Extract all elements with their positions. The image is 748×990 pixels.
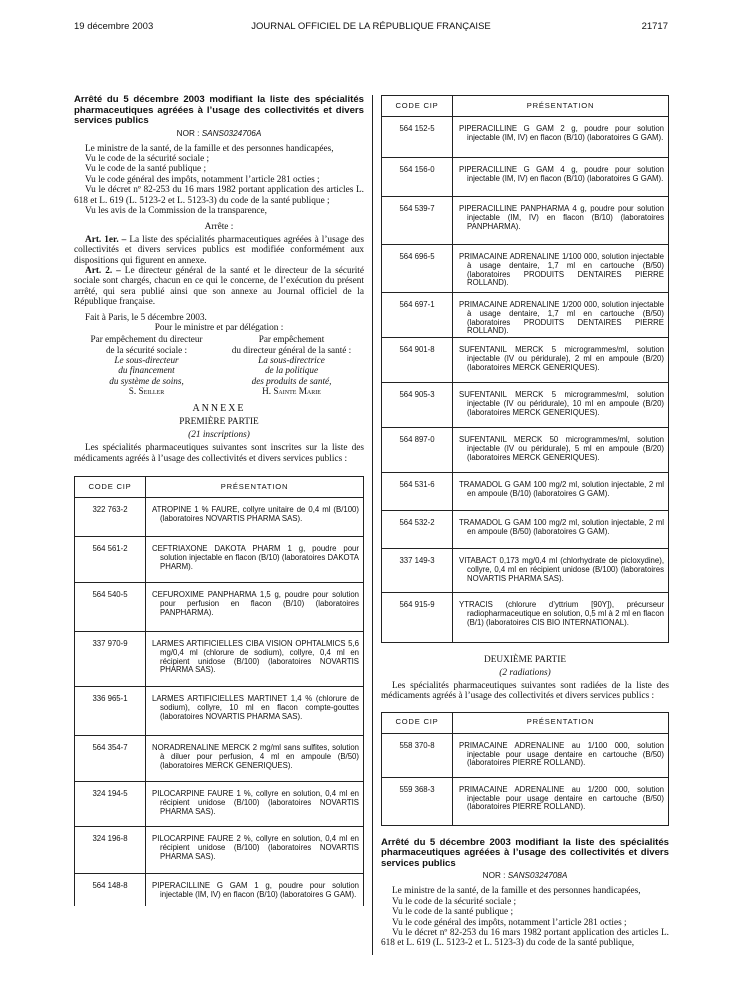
- signature-left: [74, 334, 219, 396]
- signature-line: La sous-directrice: [258, 355, 325, 365]
- code-cip: 564 897-0: [382, 428, 453, 473]
- code-cip: 564 148-8: [75, 874, 146, 906]
- vu-line: Vu le code de la santé publique ;: [392, 907, 514, 918]
- code-cip: 564 915-9: [382, 593, 453, 643]
- table-row: [75, 537, 364, 583]
- presentation-text: LARMES ARTIFICIELLES MARTINET 1,4 % (chlorure de sodium), collyre, 10 ml en flacon compte-gouttes (laboratoires NOVARTIS PHARMA SAS).: [152, 694, 359, 721]
- code-cip: 324 196-8: [75, 827, 146, 874]
- journal-title: JOURNAL OFFICIEL DE LA RÉPUBLIQUE FRANÇAISE: [251, 21, 491, 32]
- signatory-name: H. Sainte Marie: [262, 385, 321, 396]
- table-row: [75, 498, 364, 537]
- code-cip: 337 970-9: [75, 632, 146, 687]
- code-cip: 564 532-2: [382, 511, 453, 549]
- inscriptions-table-right: [381, 95, 669, 643]
- table-row: [75, 736, 364, 782]
- table-row: [382, 117, 669, 158]
- code-cip: 564 539-7: [382, 197, 453, 245]
- code-cip: 564 905-3: [382, 383, 453, 428]
- signature-line: des produits de santé,: [251, 375, 332, 386]
- code-cip: 324 194-5: [75, 782, 146, 827]
- table-row: [382, 245, 669, 293]
- article-2-text: Le directeur général de la santé et le directeur de la sécurité sociale sont chargés, chacun en ce qui le concerne, de l’exécution du présent arrêté, qui sera publié ainsi que son annexe au Journal officiel de la République française.: [74, 265, 364, 308]
- signatory-name: S. Seiller: [128, 385, 165, 396]
- vu-line: Vu le code de la sécurité sociale ;: [392, 896, 517, 907]
- presentation-text: PILOCARPINE FAURE 1 %, collyre en solution, 0,4 ml en récipient unidose (B/100) (laboratoires NOVARTIS PHARMA SAS).: [152, 789, 359, 816]
- table-row: [382, 549, 669, 593]
- arrete-word: Arrête :: [204, 222, 234, 233]
- vu-line: Vu le code général des impôts, notamment l’article 281 octies ;: [85, 174, 320, 185]
- signature-line: Par empêchement du directeur: [90, 334, 203, 345]
- code-cip: 337 149-3: [382, 549, 453, 593]
- code-cip-header: CODE CIP: [75, 477, 146, 498]
- code-cip: 564 901-8: [382, 338, 453, 383]
- inscriptions-count: (21 inscriptions): [188, 430, 250, 441]
- table-header-row: [382, 96, 669, 117]
- presentation-header: PRÉSENTATION: [453, 712, 669, 733]
- partie-intro: Les spécialités pharmaceutiques suivantes sont radiées de la liste des médicaments agréés à l’usage des collectivités et divers services publics :: [381, 681, 669, 702]
- table-row: [75, 874, 364, 906]
- article-2: [74, 266, 364, 308]
- nor-label: NOR :: [482, 871, 506, 881]
- radiations-table: [381, 712, 669, 826]
- code-cip: 322 763-2: [75, 498, 146, 537]
- partie-heading: DEUXIÈME PARTIE: [484, 655, 566, 665]
- partie-intro: Les spécialités pharmaceutiques suivantes sont inscrites sur la liste des médicaments agréés à l’usage des collectivités et divers services publics :: [74, 443, 364, 464]
- presentation-text: SUFENTANIL MERCK 5 microgrammes/ml, solution injectable (IV ou péridurale), 10 ml en ampoule (B/20) (laboratoires MERCK GENERIQUES).: [459, 390, 664, 417]
- column-divider: [372, 95, 373, 955]
- code-cip: 336 965-1: [75, 687, 146, 736]
- vu-line: Vu le code général des impôts, notamment l’article 281 octies ;: [392, 917, 627, 928]
- vu-line: Vu le code de la sécurité sociale ;: [85, 153, 210, 164]
- nor-code: SANS0324708A: [507, 871, 568, 881]
- nor-label: NOR :: [176, 128, 200, 138]
- table-row: [382, 473, 669, 511]
- arrete-title: Arrêté du 5 décembre 2003 modifiant la liste des spécialités pharmaceutiques agréées à l’usage des collectivités et divers services publics: [381, 836, 669, 869]
- minister-intro: Le ministre de la santé, de la famille et des personnes handicapées,: [392, 886, 641, 897]
- left-column: [74, 95, 364, 906]
- table-row: [382, 197, 669, 245]
- article-2-label: Art. 2. –: [85, 265, 121, 276]
- presentation-text: PIPERACILLINE PANPHARMA 4 g, poudre pour solution injectable (IM, IV) en flacon (B/10) (laboratoires PANPHARMA).: [459, 204, 664, 231]
- table-row: [75, 687, 364, 736]
- presentation-text: NORADRENALINE MERCK 2 mg/ml sans sulfites, solution à diluer pour perfusion, 4 ml en ampoule (B/50) (laboratoires MERCK GENERIQUES).: [152, 743, 359, 770]
- arrete-title: Arrêté du 5 décembre 2003 modifiant la liste des spécialités pharmaceutiques agréées à l’usage des collectivités et divers services publics: [74, 94, 364, 126]
- presentation-text: LARMES ARTIFICIELLES CIBA VISION OPHTALMICS 5,6 mg/0,4 ml (chlorure de sodium), collyre, 0,4 ml en récipient unidose (B/100) (laboratoires NOVARTIS PHARMA SAS).: [152, 639, 359, 675]
- header-date: 19 décembre 2003: [74, 21, 154, 32]
- code-cip: 559 368-3: [382, 777, 453, 825]
- code-cip: 564 561-2: [75, 537, 146, 583]
- table-header-row: [382, 712, 669, 733]
- code-cip: 564 531-6: [382, 473, 453, 511]
- vu-line: Vu les avis de la Commission de la transparence,: [85, 205, 267, 216]
- presentation-text: CEFUROXIME PANPHARMA 1,5 g, poudre pour solution pour perfusion en flacon (B/10) (laboratoires PANPHARMA).: [152, 590, 359, 617]
- nor-reference: [74, 129, 364, 138]
- signature-line: de la sécurité sociale :: [105, 344, 188, 355]
- presentation-text: SUFENTANIL MERCK 50 microgrammes/ml, solution injectable (IV ou péridurale), 5 ml en ampoule (B/20) (laboratoires MERCK GENERIQUES).: [459, 435, 664, 462]
- signature-line: de la politique: [264, 365, 319, 376]
- page-header: [74, 21, 668, 37]
- code-cip-header: CODE CIP: [382, 96, 453, 117]
- presentation-text: TRAMADOL G GAM 100 mg/2 ml, solution injectable, 2 ml en ampoule (B/10) (laboratoires G GAM).: [459, 480, 664, 498]
- presentation-header: PRÉSENTATION: [453, 96, 669, 117]
- nor-code: SANS0324706A: [201, 128, 262, 138]
- table-row: [75, 782, 364, 827]
- code-cip: 564 540-5: [75, 583, 146, 632]
- partie-heading: PREMIÈRE PARTIE: [179, 417, 259, 428]
- signature-line: du directeur général de la santé :: [231, 344, 352, 355]
- presentation-text: PRIMACAINE ADRENALINE au 1/200 000, solution injectable pour usage dentaire en cartouche (B/50) (laboratoires PIERRE ROLLAND).: [459, 784, 664, 812]
- article-1: [74, 235, 364, 266]
- page-number: 21717: [641, 21, 668, 32]
- minister-intro: Le ministre de la santé, de la famille et des personnes handicapées,: [85, 143, 334, 154]
- table-row: [75, 827, 364, 874]
- presentation-text: PIPERACILLINE G GAM 2 g, poudre pour solution injectable (IM, IV) en flacon (B/10) (laboratoires G GAM).: [459, 124, 664, 142]
- presentation-header: PRÉSENTATION: [146, 477, 364, 498]
- inscriptions-table-left: [74, 476, 364, 906]
- code-cip: 564 354-7: [75, 736, 146, 782]
- table-row: [75, 583, 364, 632]
- table-row: [382, 593, 669, 643]
- table-row: [382, 733, 669, 777]
- code-cip: 564 697-1: [382, 293, 453, 338]
- signature-line: du financement: [118, 365, 175, 376]
- table-row: [382, 777, 669, 825]
- code-cip: 558 370-8: [382, 733, 453, 777]
- table-row: [382, 428, 669, 473]
- signature-line: Par empêchement: [258, 334, 325, 345]
- nor-reference: [381, 871, 669, 880]
- presentation-text: SUFENTANIL MERCK 5 microgrammes/ml, solution injectable (IV ou péridurale), 2 ml en ampoule (B/20) (laboratoires MERCK GENERIQUES).: [459, 345, 664, 372]
- table-row: [382, 158, 669, 197]
- presentation-text: PRIMACAINE ADRENALINE 1/200 000, solution injectable à usage dentaire, 1,7 ml en cartouche (B/50) (laboratoires PRODUITS DENTAIRES PIERRE ROLLAND).: [459, 300, 664, 336]
- article-1-text: La liste des spécialités pharmaceutiques agréées à l’usage des collectivités et divers services publics est modifiée conformément aux dispositions qui figurent en annexe.: [74, 234, 364, 266]
- vu-line: Vu le décret nº 82-253 du 16 mars 1982 portant application des articles L. 618 et L. 619 (L. 5123-2 et L. 5123-3) du code de la santé publique,: [381, 927, 669, 949]
- code-cip: 564 696-5: [382, 245, 453, 293]
- table-row: [382, 383, 669, 428]
- table-header-row: [75, 477, 364, 498]
- presentation-text: ATROPINE 1 % FAURE, collyre unitaire de 0,4 ml (B/100) (laboratoires NOVARTIS PHARMA SAS).: [152, 505, 359, 523]
- presentation-text: YTRACIS (chlorure d’yttrium [90Y]), précurseur radiopharmaceutique en solution, 0,5 ml à 2 ml en flacon (B/1) (laboratoires CIS BIO INTERNATIONAL).: [459, 600, 664, 627]
- vu-line: Vu le décret nº 82-253 du 16 mars 1982 portant application des articles L. 618 et L. 619 (L. 5123-2 et L. 5123-3) du code de la santé publique ;: [74, 185, 364, 206]
- presentation-text: CEFTRIAXONE DAKOTA PHARM 1 g, poudre pour solution injectable en flacon (B/10) (laboratoires DAKOTA PHARM).: [152, 544, 359, 571]
- right-column: [381, 95, 669, 949]
- code-cip: 564 156-0: [382, 158, 453, 197]
- table-row: [382, 338, 669, 383]
- signature-line: du système de soins,: [109, 375, 184, 386]
- annexe-heading: ANNEXE: [192, 403, 246, 415]
- fait-a-paris: Fait à Paris, le 5 décembre 2003.: [85, 312, 207, 323]
- delegation-line: Pour le ministre et par délégation :: [154, 323, 284, 333]
- presentation-text: PRIMACAINE ADRENALINE 1/100 000, solution injectable à usage dentaire, 1,7 ml en cartouche (B/50) (laboratoires PRODUITS DENTAIRES PIERRE ROLLAND).: [459, 252, 664, 288]
- code-cip: 564 152-5: [382, 117, 453, 158]
- presentation-text: PILOCARPINE FAURE 2 %, collyre en solution, 0,4 ml en récipient unidose (B/100) (laboratoires NOVARTIS PHARMA SAS).: [152, 834, 359, 861]
- radiations-count: (2 radiations): [499, 668, 551, 678]
- table-row: [382, 293, 669, 338]
- presentation-text: TRAMADOL G GAM 100 mg/2 ml, solution injectable, 2 ml en ampoule (B/50) (laboratoires G GAM).: [459, 518, 664, 536]
- table-row: [75, 632, 364, 687]
- signature-line: Le sous-directeur: [114, 355, 179, 365]
- table-row: [382, 511, 669, 549]
- code-cip-header: CODE CIP: [382, 712, 453, 733]
- presentation-text: VITABACT 0,173 mg/0,4 ml (chlorhydrate de picloxydine), collyre, 0,4 ml en récipient unidose (B/100) (laboratoires NOVARTIS PHARMA SAS).: [459, 556, 664, 583]
- presentation-text: PIPERACILLINE G GAM 1 g, poudre pour solution injectable (IM, IV) en flacon (B/10) (laboratoires G GAM).: [152, 881, 359, 899]
- signatures: [74, 334, 364, 396]
- presentation-text: PRIMACAINE ADRENALINE au 1/100 000, solution injectable pour usage dentaire en cartouche (B/50) (laboratoires PIERRE ROLLAND).: [459, 740, 664, 768]
- vu-line: Vu le code de la santé publique ;: [85, 164, 207, 175]
- article-1-label: Art. 1er. –: [85, 234, 127, 245]
- presentation-text: PIPERACILLINE G GAM 4 g, poudre pour solution injectable (IM, IV) en flacon (B/10) (laboratoires G GAM).: [459, 165, 664, 183]
- signature-right: [219, 334, 364, 396]
